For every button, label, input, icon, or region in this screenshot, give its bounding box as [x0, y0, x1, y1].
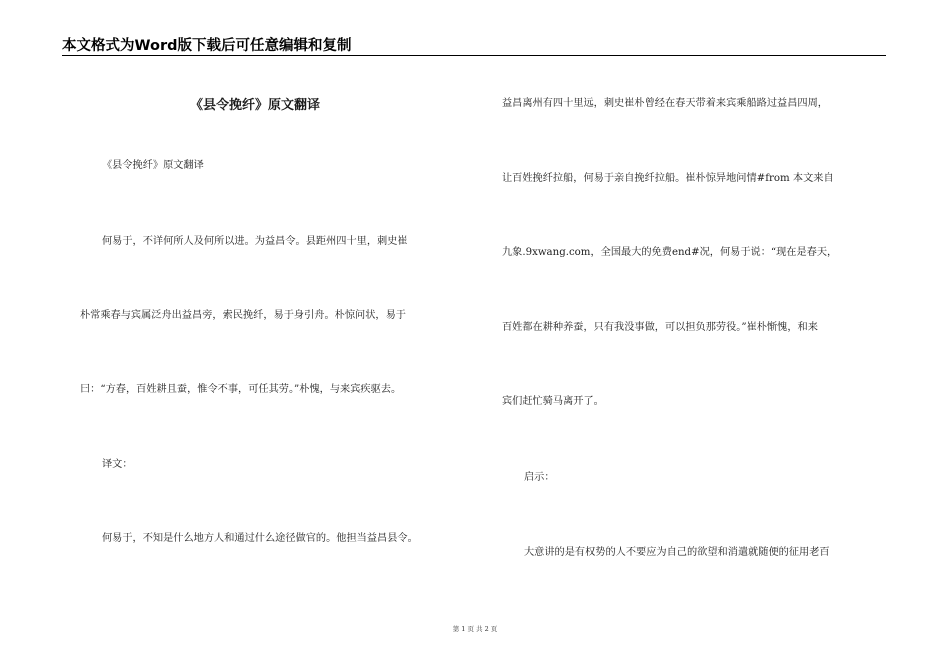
document-title: 《县令挽纤》原文翻译 [190, 98, 321, 113]
section-label: 译文： [102, 459, 133, 470]
paragraph-line: 曰：“方春，百姓耕且蚕，惟令不事，可任其劳。”朴愧，与来宾疾驱去。 [80, 384, 402, 395]
paragraph-line: 何易于，不详何所人及何所以进。为益昌令。县距州四十里，刺史崔 [102, 236, 408, 247]
page-footer: 第 1 页 共 2 页 [452, 625, 498, 633]
paragraph-line: 百姓都在耕种养蚕，只有我没事做，可以担负那劳役。”崔朴惭愧，和来 [502, 322, 818, 333]
document-header: 本文格式为Word版下载后可任意编辑和复制 [62, 38, 352, 54]
left-column [70, 0, 470, 672]
right-column [498, 0, 890, 672]
paragraph-line: 九象.9xwang.com，全国最大的免费end#况，何易于说：“现在是春天， [502, 247, 838, 258]
paragraph-line: 大意讲的是有权势的人不要应为自己的欲望和消遣就随便的征用老百 [524, 547, 830, 558]
paragraph-line: 朴常乘春与宾属泛舟出益昌旁，索民挽纤，易于身引舟。朴惊问状，易于 [80, 310, 406, 321]
section-label: 启示： [524, 472, 555, 483]
paragraph-line: 益昌离州有四十里远，刺史崔朴曾经在春天带着来宾乘船路过益昌四周， [502, 98, 828, 109]
paragraph-line: 宾们赶忙骑马离开了。 [502, 396, 604, 407]
paragraph-line: 让百姓挽纤拉船，何易于亲自挽纤拉船。崔朴惊异地问情#from 本文来自 [502, 173, 834, 184]
paragraph-line: 何易于，不知是什么地方人和通过什么途径做官的。他担当益昌县令。 [102, 533, 418, 544]
paragraph-line: 《县令挽纤》原文翻译 [102, 160, 204, 171]
